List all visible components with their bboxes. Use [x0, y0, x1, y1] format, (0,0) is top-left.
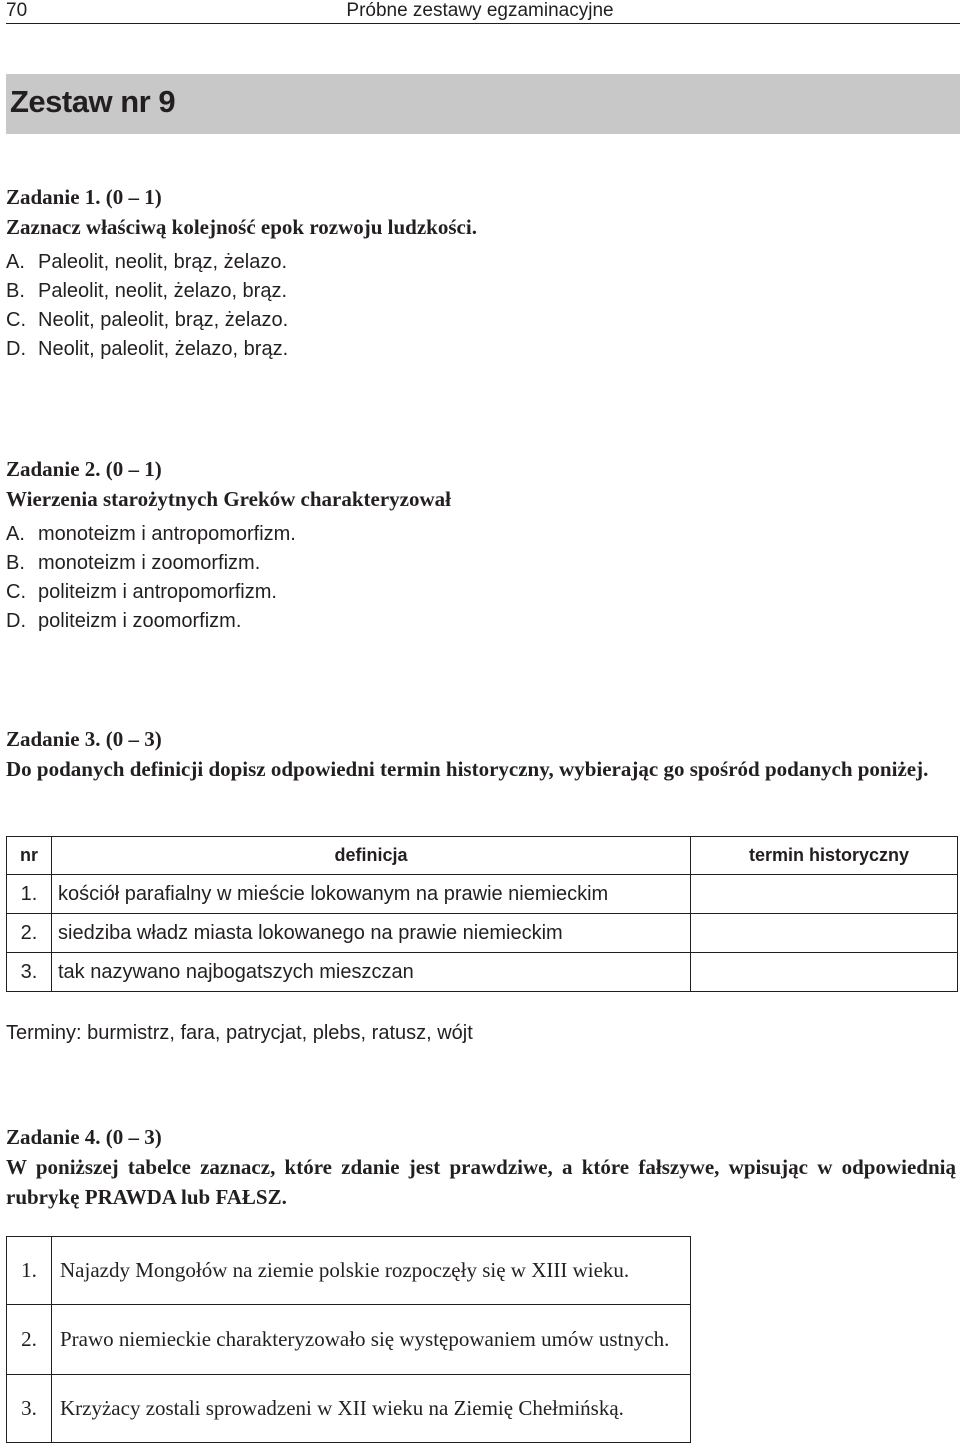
- page-header: [0, 0, 960, 24]
- answer-cell[interactable]: [691, 1237, 959, 1305]
- running-title: Próbne zestawy egzaminacyjne: [346, 0, 614, 21]
- table-row: [7, 1375, 959, 1443]
- row-nr: 2.: [7, 914, 52, 953]
- row-nr: 3.: [7, 1375, 52, 1443]
- col-header-nr: nr: [7, 837, 52, 875]
- task-4-title: Zadanie 4. (0 – 3): [6, 1125, 162, 1149]
- task-1-options: [6, 248, 956, 364]
- table-row: [7, 1237, 959, 1305]
- task-3-title: Zadanie 3. (0 – 3): [6, 727, 162, 751]
- task-2-title: Zadanie 2. (0 – 1): [6, 457, 162, 481]
- table-row: [7, 875, 958, 914]
- header-rule: [6, 23, 960, 24]
- row-definition: siedziba władz miasta lokowanego na prawie niemieckim: [52, 914, 691, 953]
- task-3: [6, 724, 956, 784]
- task-2: [6, 454, 956, 636]
- task-2-option-d[interactable]: D. politeizm i zoomorfizm.: [6, 610, 242, 632]
- set-title: Zestaw nr 9: [10, 84, 176, 119]
- term-answer-cell[interactable]: [691, 914, 958, 953]
- task-1-option-b[interactable]: B. Paleolit, neolit, żelazo, brąz.: [6, 280, 288, 302]
- task-2-question: Wierzenia starożytnych Greków charakteryzował: [6, 487, 451, 511]
- terms-list: Terminy: burmistrz, fara, patrycjat, plebs, ratusz, wójt: [6, 1022, 473, 1044]
- row-statement: Prawo niemieckie charakteryzowało się występowaniem umów ustnych.: [52, 1305, 691, 1375]
- task-4: [6, 1122, 956, 1212]
- task-4-question: W poniższej tabelce zaznacz, które zdanie jest prawdziwe, a które fałszywe, wpisując w odpowiednią rubrykę PRAWDA lub FAŁSZ.: [6, 1155, 956, 1209]
- row-nr: 2.: [7, 1305, 52, 1375]
- row-statement: Najazdy Mongołów na ziemie polskie rozpoczęły się w XIII wieku.: [52, 1237, 691, 1305]
- row-statement: Krzyżacy zostali sprowadzeni w XII wieku na Ziemię Chełmińską.: [52, 1375, 691, 1443]
- task-2-option-c[interactable]: C. politeizm i antropomorfizm.: [6, 581, 277, 603]
- table-row: [7, 953, 958, 992]
- term-answer-cell[interactable]: [691, 953, 958, 992]
- answer-cell[interactable]: [691, 1375, 959, 1443]
- task-2-option-b[interactable]: B. monoteizm i zoomorfizm.: [6, 552, 261, 574]
- definitions-table: [6, 836, 958, 992]
- task-1-option-a[interactable]: A. Paleolit, neolit, brąz, żelazo.: [6, 251, 288, 273]
- row-nr: 1.: [7, 1237, 52, 1305]
- row-definition: kościół parafialny w mieście lokowanym na prawie niemieckim: [52, 875, 691, 914]
- task-1-title: Zadanie 1. (0 – 1): [6, 185, 162, 209]
- table-row: [7, 1305, 959, 1375]
- row-nr: 3.: [7, 953, 52, 992]
- task-2-option-a[interactable]: A. monoteizm i antropomorfizm.: [6, 523, 296, 545]
- true-false-table: [6, 1236, 958, 1443]
- row-nr: 1.: [7, 875, 52, 914]
- task-2-options: [6, 520, 956, 636]
- answer-cell[interactable]: [691, 1305, 959, 1375]
- task-3-question: Do podanych definicji dopisz odpowiedni termin historyczny, wybierając go spośród podanych poniżej.: [6, 757, 929, 781]
- task-1-option-c[interactable]: C. Neolit, paleolit, brąz, żelazo.: [6, 309, 289, 331]
- page-number: 70: [6, 0, 28, 21]
- set-banner: [6, 74, 960, 134]
- task-1-question: Zaznacz właściwą kolejność epok rozwoju ludzkości.: [6, 215, 477, 239]
- table-header-row: [7, 837, 958, 875]
- col-header-definicja: definicja: [52, 837, 691, 875]
- term-answer-cell[interactable]: [691, 875, 958, 914]
- task-1-option-d[interactable]: D. Neolit, paleolit, żelazo, brąz.: [6, 338, 289, 360]
- task-1: [6, 182, 956, 364]
- row-definition: tak nazywano najbogatszych mieszczan: [52, 953, 691, 992]
- table-row: [7, 914, 958, 953]
- col-header-termin: termin historyczny: [691, 837, 958, 875]
